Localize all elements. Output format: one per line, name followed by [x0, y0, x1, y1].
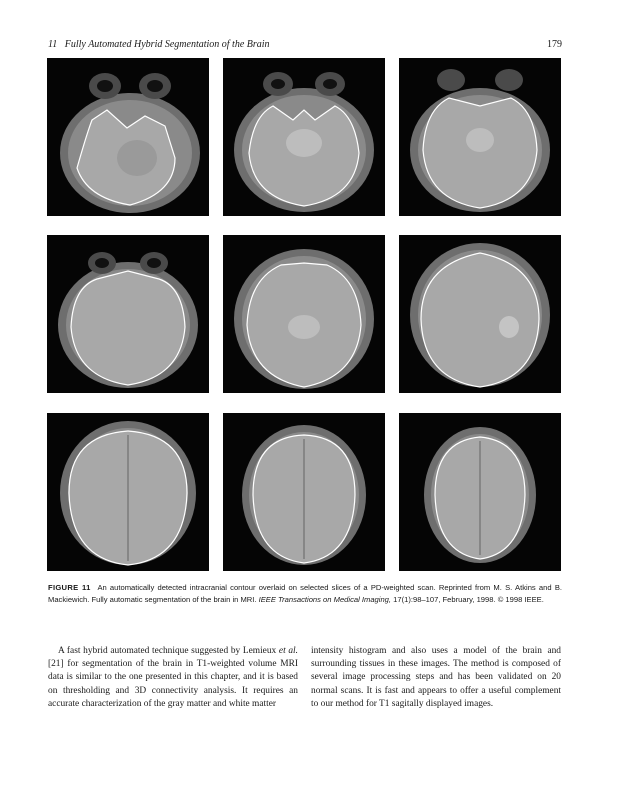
mri-slice-5 [223, 235, 385, 393]
mri-slice-8 [223, 413, 385, 571]
mri-slice-1 [47, 58, 209, 216]
caption-citation: 17(1):98–107, February, 1998. © 1998 IEEE. [393, 595, 544, 604]
paragraph-text: A fast hybrid automated technique suggested by Lemieux [58, 646, 277, 656]
mri-slice-4 [47, 235, 209, 393]
chapter-heading [48, 39, 270, 50]
body-column-left [48, 645, 298, 711]
paragraph [48, 645, 298, 711]
mri-slice-7 [47, 413, 209, 571]
mri-slice-3 [399, 58, 561, 216]
running-header [48, 39, 562, 53]
chapter-number: 11 [48, 39, 58, 50]
paragraph-text-cont: [21] for segmentation of the brain in T1-weighted volume MRI data is similar to the one presented in this chapter, and it is based on thresholding and 3D connectivity analysis. It requires an accurate characterization of the gray matter and white matter [48, 659, 298, 709]
paragraph: intensity histogram and also uses a model of the brain and surrounding tissues in these images. The method is composed of several image processing steps and has been validated on 20 normal scans. It is fast and appears to offer a useful complement to our method for T1 sagitally displayed images. [311, 646, 561, 709]
figure-caption [48, 582, 562, 606]
caption-journal: IEEE Transactions on Medical Imaging, [258, 595, 392, 604]
chapter-title: Fully Automated Hybrid Segmentation of the Brain [64, 39, 270, 50]
body-column-right [311, 645, 561, 711]
mri-slice-2 [223, 58, 385, 216]
page-number: 179 [547, 39, 562, 50]
mri-slice-6 [399, 235, 561, 393]
figure-label: FIGURE 11 [48, 583, 91, 592]
caption-text: An automatically detected intracranial contour overlaid on selected slices of a PD-weighted scan. Reprinted from M. S. Atkins and B. Mackiewich. Fully automatic segmentation of the brain in MRI. [48, 583, 562, 604]
mri-slice-9 [399, 413, 561, 571]
et-al: et al. [278, 646, 298, 656]
